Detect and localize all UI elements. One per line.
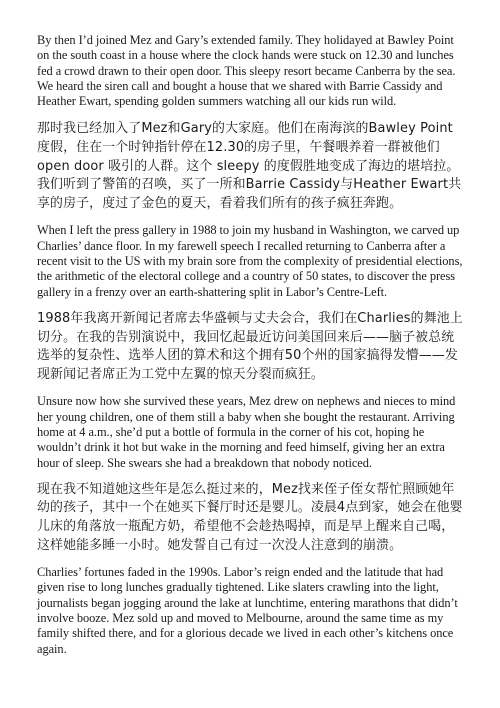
document-page [37,33,463,657]
english-paragraph-1: By then I’d joined Mez and Gary’s extended family. They holidayed at Bawley Point on the south coast in a house where the clock hands were stuck on 12.30 and lunches fed a crowd drawn to their open door. This sleepy resort became Canberra by the sea. We heard the siren call and bought a house that we shared with Barrie Cassidy and Heather Ewart, spending golden summers watching all our kids run wild. [37,33,456,109]
chinese-paragraph-3: 现在我不知道她这些年是怎么挺过来的，Mez找来侄子侄女帮忙照顾她年幼的孩子，其中一个在她买下餐厅时还是婴儿。凌晨4点到家，她会在他婴儿床的角落放一瓶配方奶，希望他不会趁热喝掉，而是早上醒来自己喝，这样她能多睡一小时。她发誓自己有过一次没人注意到的崩溃。 [37,481,463,553]
chinese-paragraph-1: 那时我已经加入了Mez和Gary的大家庭。他们在南海滨的Bawley Point度假，住在一个时钟指针停在12.30的房子里，午餐喂养着一群被他们 open door 吸引的人群。这个 sleepy 的度假胜地变成了海边的堪培拉。我们听到了警笛的召唤，买了一所和Barrie Cassidy与Heather Ewart共享的房子，度过了金色的夏天，看着我们所有的孩子疯狂奔跑。 [37,121,462,211]
chinese-paragraph-2: 1988年我离开新闻记者席去华盛顿与丈夫会合，我们在Charlies的舞池上切分。在我的告别演说中，我回忆起最近访问美国回来后——脑子被总统选举的复杂性、选举人团的算术和这个拥有50个州的国家搞得发懵——发现新闻记者席正为工党中左翼的惊天分裂而疯狂。 [37,310,463,382]
english-paragraph-3: Unsure now how she survived these years, Mez drew on nephews and nieces to mind her young children, one of them still a baby when she bought the restaurant. Arriving home at 4 a.m., she’d put a bottle of formula in the corner of his cot, hoping he wouldn’t drink it hot but wake in the morning and feed himself, giving her an extra hour of sleep. She swears she had a breakdown that nobody noticed. [37,394,456,470]
english-paragraph-4: Charlies’ fortunes faded in the 1990s. Labor’s reign ended and the latitude that had given rise to long lunches gradually tightened. Like slaters crawling into the light, journalists began jogging around the lake at lunchtime, entering marathons that didn’t involve booze. Mez sold up and moved to Melbourne, around the same time as my family shifted there, and for a glorious decade we lived in each other’s kitchens once again. [37,565,458,656]
english-paragraph-2: When I left the press gallery in 1988 to join my husband in Washington, we carved up Charlies’ dance floor. In my farewell speech I recalled returning to Canberra after a recent visit to the US with my brain sore from the complexity of presidential elections, the arithmetic of the electoral college and a country of 50 states, to discover the press gallery in a frenzy over an earth-shattering split in Labor’s Centre-Left. [37,223,463,299]
